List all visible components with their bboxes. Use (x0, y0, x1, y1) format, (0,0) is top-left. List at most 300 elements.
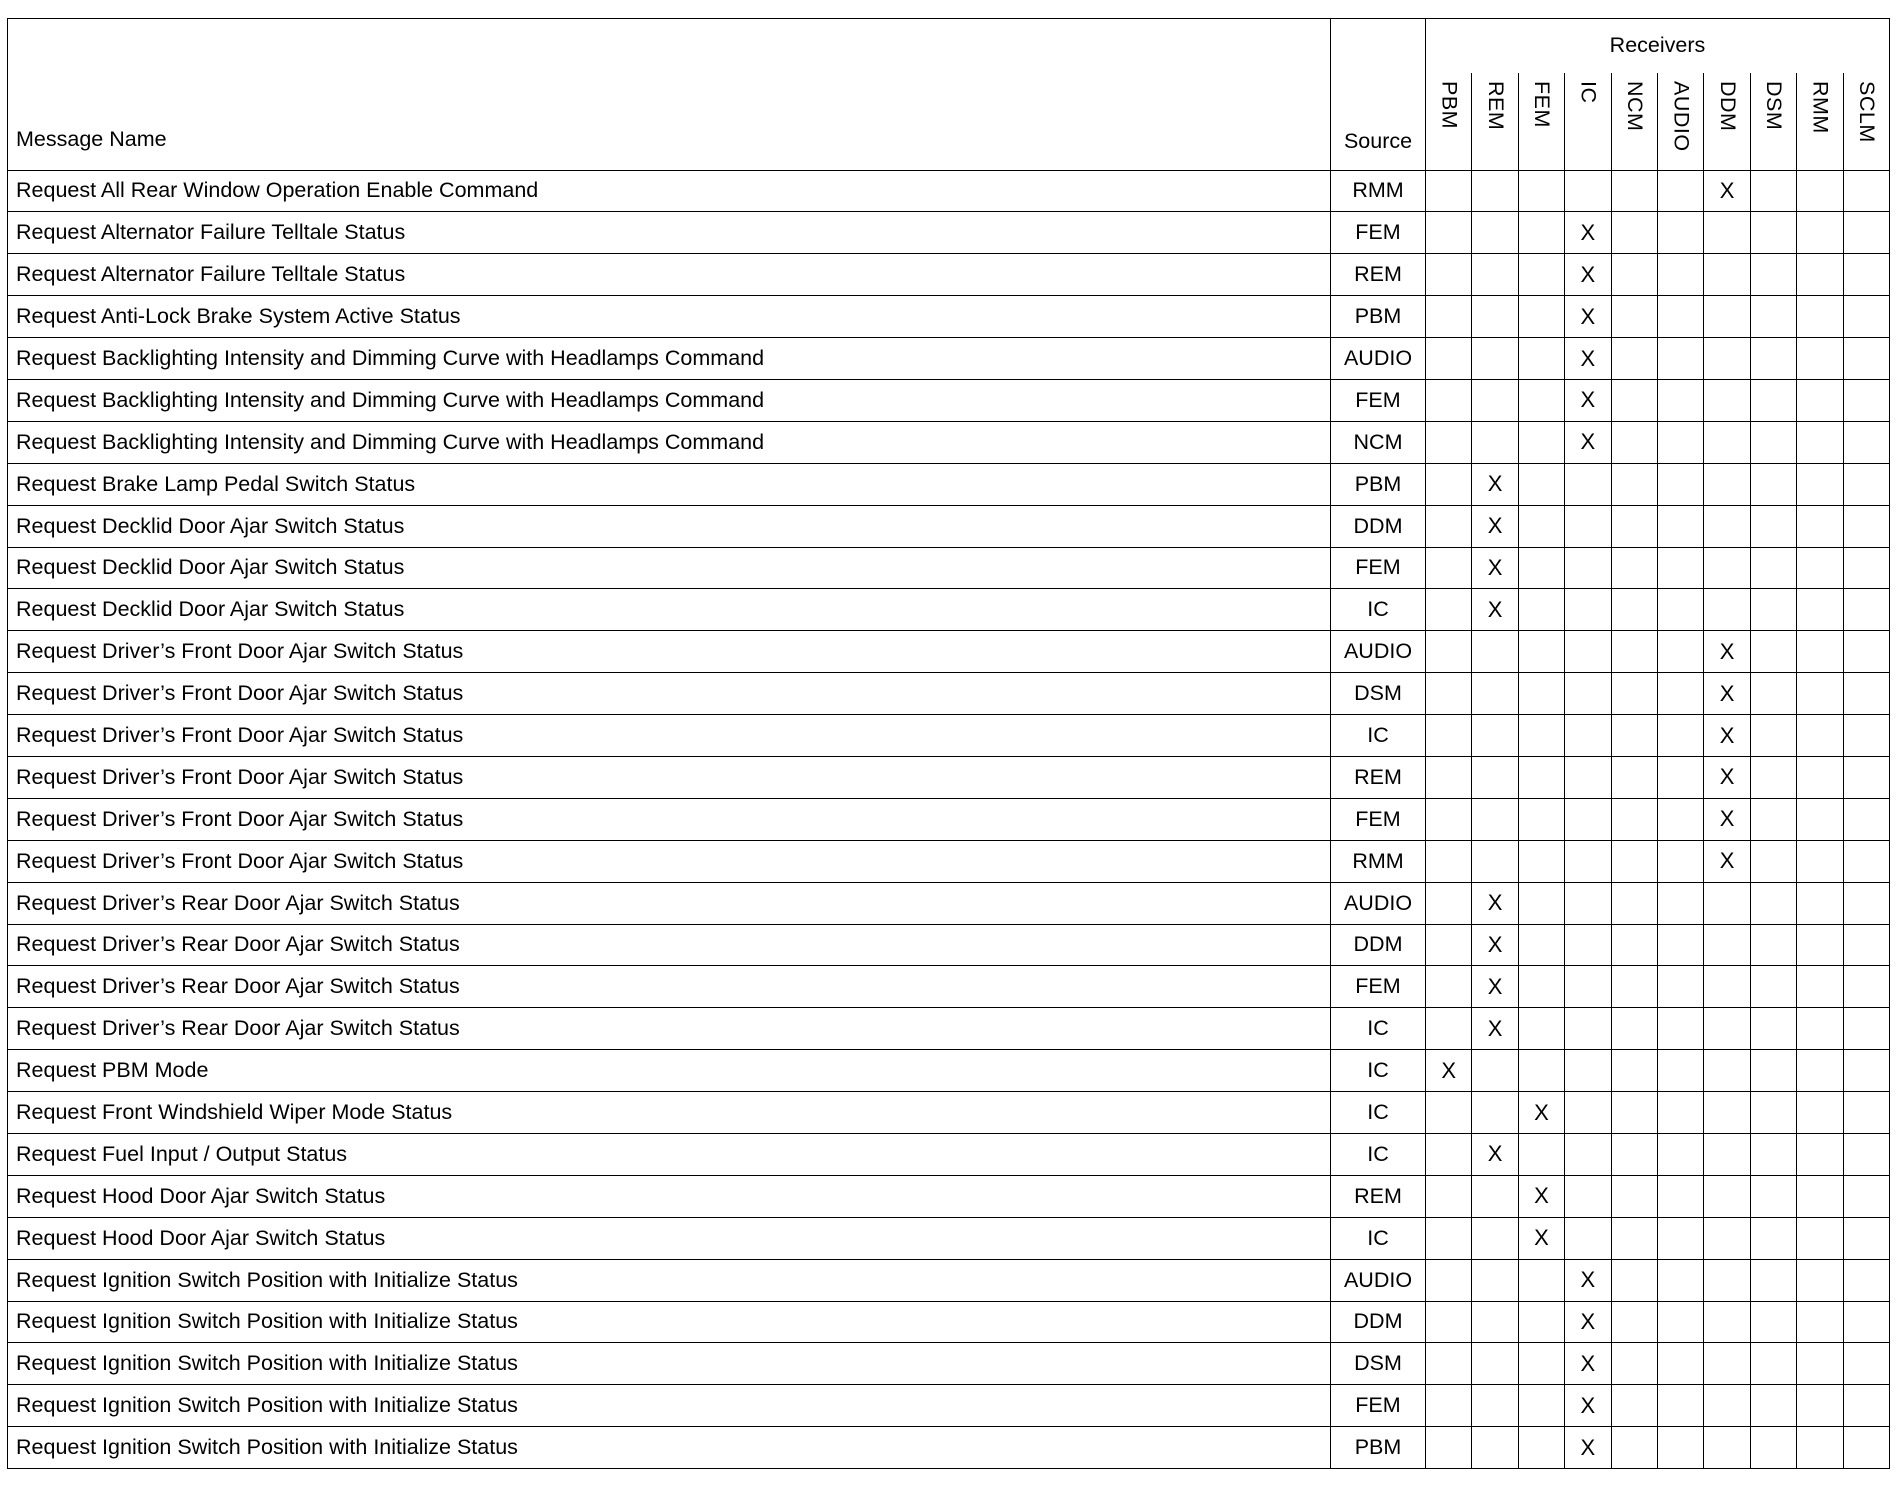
empty-receiver-cell (1426, 170, 1472, 212)
empty-receiver-cell (1565, 1217, 1611, 1259)
empty-receiver-cell (1565, 547, 1611, 589)
empty-receiver-cell (1565, 1133, 1611, 1175)
table-row (8, 421, 1890, 463)
source-cell: PBM (1331, 296, 1426, 338)
message-name-cell: Request Alternator Failure Telltale Status (8, 212, 1331, 254)
table-row (8, 673, 1890, 715)
empty-receiver-cell (1611, 1175, 1657, 1217)
receiver-mark: X (1472, 1133, 1518, 1175)
source-cell: AUDIO (1331, 338, 1426, 380)
empty-receiver-cell (1657, 1217, 1703, 1259)
empty-receiver-cell (1843, 589, 1889, 631)
empty-receiver-cell (1657, 631, 1703, 673)
table-row (8, 338, 1890, 380)
empty-receiver-cell (1657, 1427, 1703, 1469)
empty-receiver-cell (1797, 1008, 1843, 1050)
empty-receiver-cell (1750, 1175, 1796, 1217)
empty-receiver-cell (1750, 379, 1796, 421)
empty-receiver-cell (1750, 1092, 1796, 1134)
source-cell: IC (1331, 1092, 1426, 1134)
empty-receiver-cell (1797, 421, 1843, 463)
empty-receiver-cell (1657, 547, 1703, 589)
empty-receiver-cell (1518, 756, 1564, 798)
source-cell: FEM (1331, 547, 1426, 589)
source-cell: REM (1331, 254, 1426, 296)
receiver-mark: X (1565, 254, 1611, 296)
receiver-column-header: RMM (1797, 73, 1843, 171)
receiver-column-header: FEM (1518, 73, 1564, 171)
empty-receiver-cell (1843, 1175, 1889, 1217)
empty-receiver-cell (1518, 1259, 1564, 1301)
empty-receiver-cell (1750, 1259, 1796, 1301)
empty-receiver-cell (1750, 254, 1796, 296)
empty-receiver-cell (1750, 1217, 1796, 1259)
empty-receiver-cell (1797, 715, 1843, 757)
empty-receiver-cell (1750, 1301, 1796, 1343)
message-name-cell: Request Ignition Switch Position with Initialize Status (8, 1385, 1331, 1427)
empty-receiver-cell (1426, 338, 1472, 380)
empty-receiver-cell (1797, 379, 1843, 421)
empty-receiver-cell (1750, 966, 1796, 1008)
receiver-column-header: NCM (1611, 73, 1657, 171)
empty-receiver-cell (1657, 296, 1703, 338)
empty-receiver-cell (1797, 1385, 1843, 1427)
message-name-cell: Request Alternator Failure Telltale Status (8, 254, 1331, 296)
empty-receiver-cell (1750, 547, 1796, 589)
empty-receiver-cell (1518, 296, 1564, 338)
empty-receiver-cell (1472, 338, 1518, 380)
empty-receiver-cell (1611, 296, 1657, 338)
empty-receiver-cell (1518, 1301, 1564, 1343)
empty-receiver-cell (1843, 547, 1889, 589)
empty-receiver-cell (1426, 924, 1472, 966)
empty-receiver-cell (1704, 1050, 1750, 1092)
table-row (8, 1427, 1890, 1469)
receiver-column-header: DDM (1704, 73, 1750, 171)
empty-receiver-cell (1797, 1301, 1843, 1343)
empty-receiver-cell (1472, 1385, 1518, 1427)
empty-receiver-cell (1611, 1301, 1657, 1343)
empty-receiver-cell (1472, 715, 1518, 757)
empty-receiver-cell (1611, 1259, 1657, 1301)
empty-receiver-cell (1704, 1385, 1750, 1427)
empty-receiver-cell (1797, 254, 1843, 296)
empty-receiver-cell (1518, 882, 1564, 924)
empty-receiver-cell (1843, 296, 1889, 338)
empty-receiver-cell (1843, 840, 1889, 882)
table-row (8, 1133, 1890, 1175)
empty-receiver-cell (1657, 882, 1703, 924)
source-cell: AUDIO (1331, 882, 1426, 924)
page-bottom-margin (0, 1464, 1904, 1504)
message-name-cell: Request Anti-Lock Brake System Active Status (8, 296, 1331, 338)
empty-receiver-cell (1797, 1175, 1843, 1217)
empty-receiver-cell (1843, 212, 1889, 254)
empty-receiver-cell (1426, 1259, 1472, 1301)
message-name-cell: Request Driver’s Rear Door Ajar Switch Status (8, 966, 1331, 1008)
empty-receiver-cell (1611, 715, 1657, 757)
empty-receiver-cell (1426, 715, 1472, 757)
empty-receiver-cell (1797, 1343, 1843, 1385)
empty-receiver-cell (1750, 840, 1796, 882)
empty-receiver-cell (1518, 212, 1564, 254)
empty-receiver-cell (1611, 1050, 1657, 1092)
source-cell: IC (1331, 1217, 1426, 1259)
message-name-cell: Request Backlighting Intensity and Dimming Curve with Headlamps Command (8, 379, 1331, 421)
empty-receiver-cell (1611, 421, 1657, 463)
empty-receiver-cell (1797, 296, 1843, 338)
empty-receiver-cell (1518, 547, 1564, 589)
table-row (8, 715, 1890, 757)
source-cell: NCM (1331, 421, 1426, 463)
empty-receiver-cell (1426, 1427, 1472, 1469)
empty-receiver-cell (1426, 212, 1472, 254)
empty-receiver-cell (1426, 966, 1472, 1008)
receiver-mark: X (1472, 966, 1518, 1008)
empty-receiver-cell (1797, 589, 1843, 631)
empty-receiver-cell (1518, 924, 1564, 966)
empty-receiver-cell (1426, 254, 1472, 296)
empty-receiver-cell (1843, 1427, 1889, 1469)
empty-receiver-cell (1657, 1050, 1703, 1092)
message-name-cell: Request Ignition Switch Position with Initialize Status (8, 1427, 1331, 1469)
empty-receiver-cell (1426, 296, 1472, 338)
empty-receiver-cell (1843, 1385, 1889, 1427)
empty-receiver-cell (1472, 1092, 1518, 1134)
empty-receiver-cell (1472, 1217, 1518, 1259)
message-name-cell: Request Fuel Input / Output Status (8, 1133, 1331, 1175)
empty-receiver-cell (1472, 1259, 1518, 1301)
empty-receiver-cell (1472, 1343, 1518, 1385)
message-name-cell: Request Hood Door Ajar Switch Status (8, 1217, 1331, 1259)
receiver-mark: X (1472, 924, 1518, 966)
empty-receiver-cell (1750, 673, 1796, 715)
empty-receiver-cell (1704, 882, 1750, 924)
empty-receiver-cell (1518, 840, 1564, 882)
table-row (8, 296, 1890, 338)
empty-receiver-cell (1843, 1050, 1889, 1092)
receiver-mark: X (1565, 296, 1611, 338)
source-cell: IC (1331, 715, 1426, 757)
empty-receiver-cell (1750, 338, 1796, 380)
empty-receiver-cell (1611, 212, 1657, 254)
table-row (8, 1385, 1890, 1427)
receiver-mark: X (1565, 1427, 1611, 1469)
source-cell: DDM (1331, 1301, 1426, 1343)
empty-receiver-cell (1611, 673, 1657, 715)
empty-receiver-cell (1750, 924, 1796, 966)
empty-receiver-cell (1611, 589, 1657, 631)
source-cell: IC (1331, 589, 1426, 631)
table-body (8, 170, 1890, 1469)
empty-receiver-cell (1843, 673, 1889, 715)
source-cell: DSM (1331, 1343, 1426, 1385)
empty-receiver-cell (1611, 1217, 1657, 1259)
empty-receiver-cell (1518, 338, 1564, 380)
receiver-mark: X (1704, 756, 1750, 798)
message-name-cell: Request Driver’s Front Door Ajar Switch Status (8, 840, 1331, 882)
empty-receiver-cell (1611, 1385, 1657, 1427)
empty-receiver-cell (1611, 1092, 1657, 1134)
table-row (8, 631, 1890, 673)
empty-receiver-cell (1472, 379, 1518, 421)
receivers-header: Receivers (1426, 19, 1890, 73)
empty-receiver-cell (1657, 254, 1703, 296)
message-name-cell: Request Driver’s Front Door Ajar Switch Status (8, 715, 1331, 757)
empty-receiver-cell (1472, 798, 1518, 840)
source-cell: DDM (1331, 924, 1426, 966)
empty-receiver-cell (1750, 756, 1796, 798)
empty-receiver-cell (1518, 673, 1564, 715)
receiver-mark: X (1426, 1050, 1472, 1092)
empty-receiver-cell (1611, 924, 1657, 966)
empty-receiver-cell (1704, 421, 1750, 463)
table-row (8, 1301, 1890, 1343)
empty-receiver-cell (1843, 463, 1889, 505)
empty-receiver-cell (1426, 673, 1472, 715)
empty-receiver-cell (1565, 170, 1611, 212)
empty-receiver-cell (1797, 1259, 1843, 1301)
empty-receiver-cell (1611, 882, 1657, 924)
empty-receiver-cell (1565, 1092, 1611, 1134)
empty-receiver-cell (1426, 840, 1472, 882)
empty-receiver-cell (1704, 924, 1750, 966)
empty-receiver-cell (1518, 463, 1564, 505)
source-cell: FEM (1331, 966, 1426, 1008)
empty-receiver-cell (1565, 966, 1611, 1008)
message-name-cell: Request Front Windshield Wiper Mode Status (8, 1092, 1331, 1134)
empty-receiver-cell (1657, 379, 1703, 421)
empty-receiver-cell (1611, 463, 1657, 505)
empty-receiver-cell (1750, 1343, 1796, 1385)
empty-receiver-cell (1472, 296, 1518, 338)
message-name-cell: Request Backlighting Intensity and Dimming Curve with Headlamps Command (8, 421, 1331, 463)
empty-receiver-cell (1565, 463, 1611, 505)
empty-receiver-cell (1426, 1133, 1472, 1175)
empty-receiver-cell (1797, 798, 1843, 840)
empty-receiver-cell (1750, 421, 1796, 463)
table-row (8, 1259, 1890, 1301)
empty-receiver-cell (1704, 1217, 1750, 1259)
empty-receiver-cell (1565, 589, 1611, 631)
empty-receiver-cell (1704, 966, 1750, 1008)
empty-receiver-cell (1843, 924, 1889, 966)
receiver-mark: X (1472, 882, 1518, 924)
empty-receiver-cell (1518, 170, 1564, 212)
table-row (8, 547, 1890, 589)
empty-receiver-cell (1518, 589, 1564, 631)
empty-receiver-cell (1843, 379, 1889, 421)
empty-receiver-cell (1843, 1301, 1889, 1343)
empty-receiver-cell (1704, 1008, 1750, 1050)
source-cell: IC (1331, 1133, 1426, 1175)
empty-receiver-cell (1750, 1133, 1796, 1175)
empty-receiver-cell (1657, 170, 1703, 212)
receiver-mark: X (1518, 1092, 1564, 1134)
empty-receiver-cell (1657, 840, 1703, 882)
receiver-mark: X (1565, 1385, 1611, 1427)
receiver-mark: X (1472, 463, 1518, 505)
table-row (8, 924, 1890, 966)
message-name-header: Message Name (8, 19, 1331, 171)
source-cell: AUDIO (1331, 1259, 1426, 1301)
empty-receiver-cell (1657, 924, 1703, 966)
empty-receiver-cell (1843, 1092, 1889, 1134)
table-row (8, 756, 1890, 798)
source-header: Source (1331, 19, 1426, 171)
empty-receiver-cell (1518, 1133, 1564, 1175)
empty-receiver-cell (1750, 715, 1796, 757)
empty-receiver-cell (1657, 966, 1703, 1008)
empty-receiver-cell (1565, 1175, 1611, 1217)
source-cell: IC (1331, 1050, 1426, 1092)
empty-receiver-cell (1750, 631, 1796, 673)
empty-receiver-cell (1611, 840, 1657, 882)
receiver-mark: X (1565, 379, 1611, 421)
empty-receiver-cell (1426, 1217, 1472, 1259)
table-row (8, 212, 1890, 254)
source-cell: FEM (1331, 1385, 1426, 1427)
empty-receiver-cell (1797, 673, 1843, 715)
message-name-cell: Request PBM Mode (8, 1050, 1331, 1092)
empty-receiver-cell (1843, 756, 1889, 798)
receiver-mark: X (1472, 1008, 1518, 1050)
message-name-cell: Request Driver’s Rear Door Ajar Switch Status (8, 924, 1331, 966)
table-row (8, 1008, 1890, 1050)
empty-receiver-cell (1657, 1133, 1703, 1175)
empty-receiver-cell (1704, 505, 1750, 547)
empty-receiver-cell (1797, 170, 1843, 212)
empty-receiver-cell (1750, 296, 1796, 338)
source-cell: REM (1331, 1175, 1426, 1217)
table-row (8, 1217, 1890, 1259)
table-row (8, 463, 1890, 505)
message-name-cell: Request Ignition Switch Position with Initialize Status (8, 1301, 1331, 1343)
empty-receiver-cell (1426, 1092, 1472, 1134)
receiver-mark: X (1565, 212, 1611, 254)
empty-receiver-cell (1704, 254, 1750, 296)
empty-receiver-cell (1657, 1301, 1703, 1343)
table-row (8, 505, 1890, 547)
source-cell: IC (1331, 1008, 1426, 1050)
empty-receiver-cell (1426, 756, 1472, 798)
receiver-mark: X (1472, 589, 1518, 631)
message-name-cell: Request Driver’s Rear Door Ajar Switch Status (8, 1008, 1331, 1050)
receiver-mark: X (1704, 673, 1750, 715)
empty-receiver-cell (1750, 1427, 1796, 1469)
message-name-cell: Request Ignition Switch Position with Initialize Status (8, 1343, 1331, 1385)
empty-receiver-cell (1704, 338, 1750, 380)
table-row (8, 1092, 1890, 1134)
empty-receiver-cell (1704, 379, 1750, 421)
receiver-column-header: REM (1472, 73, 1518, 171)
empty-receiver-cell (1472, 631, 1518, 673)
empty-receiver-cell (1843, 338, 1889, 380)
empty-receiver-cell (1518, 966, 1564, 1008)
table-row (8, 882, 1890, 924)
empty-receiver-cell (1611, 170, 1657, 212)
source-cell: RMM (1331, 840, 1426, 882)
message-name-cell: Request Driver’s Front Door Ajar Switch Status (8, 798, 1331, 840)
message-name-cell: Request Brake Lamp Pedal Switch Status (8, 463, 1331, 505)
message-name-cell: Request Driver’s Front Door Ajar Switch Status (8, 631, 1331, 673)
empty-receiver-cell (1704, 1092, 1750, 1134)
message-name-cell: Request Ignition Switch Position with Initialize Status (8, 1259, 1331, 1301)
empty-receiver-cell (1797, 212, 1843, 254)
receiver-mark: X (1704, 798, 1750, 840)
empty-receiver-cell (1611, 756, 1657, 798)
empty-receiver-cell (1565, 840, 1611, 882)
empty-receiver-cell (1518, 1008, 1564, 1050)
empty-receiver-cell (1750, 505, 1796, 547)
table-row (8, 1175, 1890, 1217)
receiver-mark: X (1565, 1259, 1611, 1301)
empty-receiver-cell (1426, 505, 1472, 547)
table-row (8, 1343, 1890, 1385)
empty-receiver-cell (1611, 631, 1657, 673)
empty-receiver-cell (1657, 421, 1703, 463)
empty-receiver-cell (1704, 1301, 1750, 1343)
message-name-cell: Request Decklid Door Ajar Switch Status (8, 589, 1331, 631)
empty-receiver-cell (1565, 673, 1611, 715)
empty-receiver-cell (1843, 170, 1889, 212)
empty-receiver-cell (1565, 631, 1611, 673)
empty-receiver-cell (1426, 882, 1472, 924)
receiver-mark: X (1704, 170, 1750, 212)
empty-receiver-cell (1518, 1427, 1564, 1469)
empty-receiver-cell (1750, 798, 1796, 840)
empty-receiver-cell (1611, 1008, 1657, 1050)
empty-receiver-cell (1704, 212, 1750, 254)
empty-receiver-cell (1518, 715, 1564, 757)
empty-receiver-cell (1518, 254, 1564, 296)
empty-receiver-cell (1843, 1133, 1889, 1175)
empty-receiver-cell (1472, 254, 1518, 296)
empty-receiver-cell (1472, 421, 1518, 463)
empty-receiver-cell (1426, 631, 1472, 673)
receiver-mark: X (1565, 421, 1611, 463)
table-row (8, 840, 1890, 882)
table-row (8, 798, 1890, 840)
message-name-cell: Request Backlighting Intensity and Dimming Curve with Headlamps Command (8, 338, 1331, 380)
empty-receiver-cell (1843, 1008, 1889, 1050)
empty-receiver-cell (1472, 1050, 1518, 1092)
empty-receiver-cell (1565, 798, 1611, 840)
empty-receiver-cell (1797, 1427, 1843, 1469)
source-cell: PBM (1331, 463, 1426, 505)
message-name-cell: Request Driver’s Rear Door Ajar Switch Status (8, 882, 1331, 924)
table-row (8, 254, 1890, 296)
empty-receiver-cell (1657, 463, 1703, 505)
source-cell: FEM (1331, 379, 1426, 421)
source-cell: REM (1331, 756, 1426, 798)
empty-receiver-cell (1518, 631, 1564, 673)
empty-receiver-cell (1611, 379, 1657, 421)
empty-receiver-cell (1472, 1301, 1518, 1343)
table-row (8, 589, 1890, 631)
empty-receiver-cell (1797, 547, 1843, 589)
empty-receiver-cell (1565, 882, 1611, 924)
empty-receiver-cell (1843, 421, 1889, 463)
empty-receiver-cell (1704, 1175, 1750, 1217)
empty-receiver-cell (1611, 254, 1657, 296)
receiver-mark: X (1704, 840, 1750, 882)
receiver-mark: X (1565, 338, 1611, 380)
empty-receiver-cell (1750, 212, 1796, 254)
empty-receiver-cell (1750, 170, 1796, 212)
empty-receiver-cell (1843, 966, 1889, 1008)
empty-receiver-cell (1426, 1175, 1472, 1217)
